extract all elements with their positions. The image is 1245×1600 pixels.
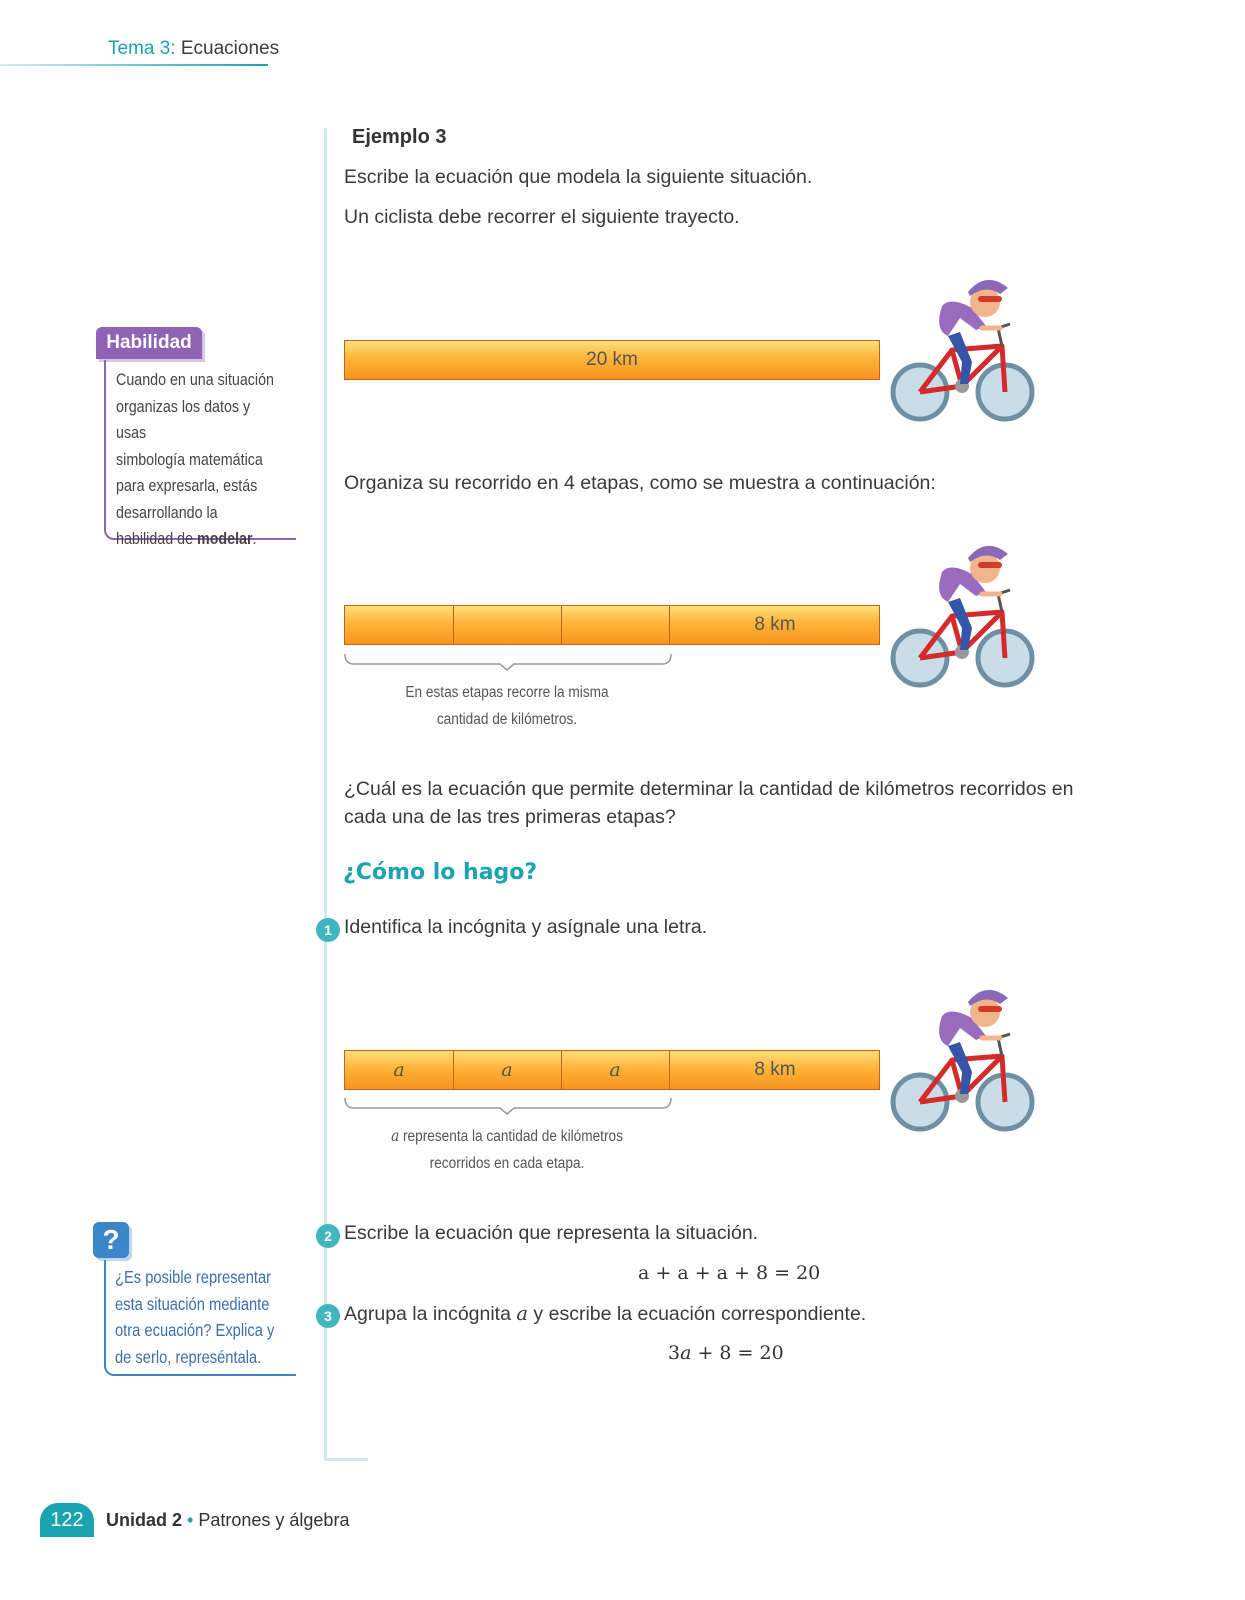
skill-line-6a: habilidad de <box>116 529 197 548</box>
skill-tag: Habilidad <box>96 327 202 359</box>
unit-label: Unidad 2 <box>106 1510 183 1530</box>
skill-line <box>116 526 284 553</box>
variables-note-line-1 <box>364 1123 651 1150</box>
bar-last-stage-label: 8 km <box>754 614 796 635</box>
bar-total-label: 20 km <box>586 349 638 370</box>
cyclist-illustration <box>890 266 1040 428</box>
question-mark-icon: ? <box>93 1222 129 1258</box>
question-line-1: ¿Cuál es la ecuación que permite determinar la cantidad de kilómetros recorridos en <box>344 778 1074 800</box>
question-box-line: de serlo, represéntala. <box>115 1346 262 1367</box>
cyclist-illustration <box>890 976 1040 1138</box>
bar-var-label: a <box>393 1059 405 1081</box>
skill-line: desarrollando la <box>116 502 218 522</box>
example-line-2: Un ciclista debe recorrer el siguiente trayecto. <box>344 206 740 228</box>
skill-text <box>116 367 284 553</box>
stages-note-line-1: En estas etapas recorre la misma <box>405 684 609 701</box>
step-3-var: a <box>516 1302 529 1325</box>
variables-note <box>364 1123 651 1177</box>
step-1-badge: 1 <box>316 918 340 942</box>
content-rule <box>324 128 327 1460</box>
equation-2-var: a <box>680 1342 692 1364</box>
step-3-text-a: Agrupa la incógnita <box>344 1303 517 1325</box>
stage-divider <box>561 606 562 644</box>
step-2-text: Escribe la ecuación que representa la situación. <box>344 1222 759 1244</box>
page-number: 122 <box>40 1503 94 1537</box>
topic-name: Ecuaciones <box>180 38 280 59</box>
stages-brace <box>344 652 672 672</box>
unit-title: Patrones y álgebra <box>198 1510 350 1530</box>
question-box-line: ¿Es posible representar <box>115 1267 272 1287</box>
unit-separator: • <box>187 1510 194 1530</box>
skill-line: simbología matemática <box>116 449 263 469</box>
example-title: Ejemplo 3 <box>352 126 447 148</box>
stage-divider <box>453 606 454 644</box>
step-3-badge: 3 <box>316 1304 340 1328</box>
bar-last-stage-label: 8 km <box>754 1059 796 1080</box>
step-2-badge: 2 <box>316 1224 340 1248</box>
cyclist-illustration <box>890 532 1040 694</box>
topic-prefix: Tema 3: <box>108 38 176 59</box>
equation-2 <box>668 1342 784 1364</box>
content-rule-foot <box>324 1458 368 1461</box>
example-line-1: Escribe la ecuación que modela la siguiente situación. <box>344 166 813 188</box>
question-box-line: esta situación mediante <box>115 1293 270 1314</box>
howto-title: ¿Cómo lo hago? <box>343 860 538 885</box>
stages-note-line-2: cantidad de kilómetros. <box>436 711 578 728</box>
stages-note <box>364 679 651 733</box>
header-underline <box>0 64 268 66</box>
bar-var-label: a <box>609 1059 621 1081</box>
route-bar-stages <box>344 605 880 645</box>
skill-line-6c: . <box>252 529 257 548</box>
route-bar-variables <box>344 1050 880 1090</box>
skill-keyword: modelar <box>196 529 253 548</box>
step-3-text <box>344 1302 866 1326</box>
step-1-text: Identifica la incógnita y asígnale una letra. <box>344 916 708 938</box>
variables-note-var: a <box>391 1127 400 1145</box>
question-box-text <box>115 1264 291 1370</box>
skill-line: organizas los datos y usas <box>116 396 251 442</box>
step-3-text-b: y escribe la ecuación correspondiente. <box>528 1303 867 1325</box>
question-line-2: cada una de las tres primeras etapas? <box>344 806 676 828</box>
equation-2-rest: + 8 = 20 <box>691 1342 784 1364</box>
footer-unit <box>106 1510 349 1531</box>
topic-header <box>108 38 279 60</box>
question-box-line: otra ecuación? Explica y <box>115 1320 275 1340</box>
equation-1: a + a + a + 8 = 20 <box>638 1262 821 1284</box>
bar-var-label: a <box>501 1059 513 1081</box>
variables-note-line-2: recorridos en cada etapa. <box>429 1155 585 1172</box>
variables-note-text: representa la cantidad de kilómetros <box>399 1128 623 1145</box>
variables-brace <box>344 1096 672 1116</box>
equation-2-coef: 3 <box>668 1342 681 1364</box>
example-line-3: Organiza su recorrido en 4 etapas, como se muestra a continuación: <box>344 472 936 494</box>
skill-line: Cuando en una situación <box>116 370 274 389</box>
skill-line: para expresarla, estás <box>116 476 258 495</box>
route-bar-full <box>344 340 880 380</box>
